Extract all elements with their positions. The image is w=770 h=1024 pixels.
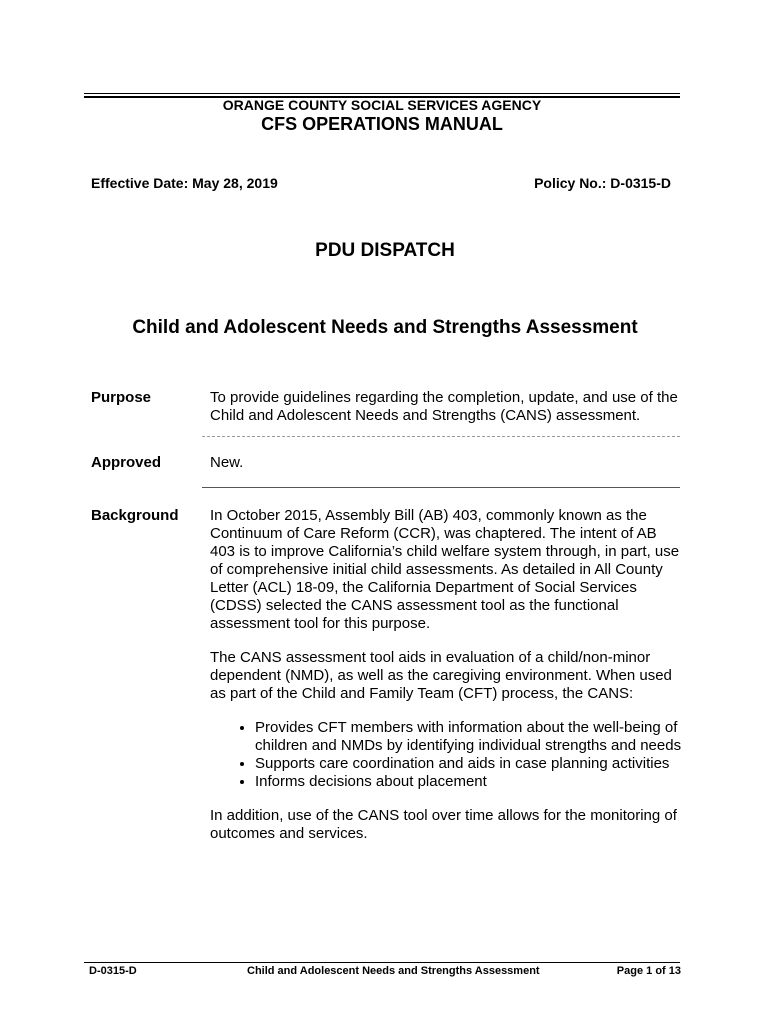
footer-policy-number: D-0315-D bbox=[89, 965, 137, 977]
footer-rule bbox=[84, 962, 680, 963]
page-subtitle: Child and Adolescent Needs and Strengths Assessment bbox=[132, 317, 638, 338]
approved-text: New. bbox=[210, 454, 244, 471]
list-item: • Provides CFT members with information about the well-being of children and NMDs by identifying individual strengths and needs bbox=[255, 719, 685, 755]
effective-date: Effective Date: May 28, 2019 bbox=[91, 175, 278, 191]
page-title: PDU DISPATCH bbox=[315, 240, 455, 261]
header-rule-thin bbox=[84, 93, 680, 94]
footer-title: Child and Adolescent Needs and Strengths Assessment bbox=[247, 965, 540, 977]
background-paragraph-3: In addition, use of the CANS tool over time allows for the monitoring of outcomes and services. bbox=[210, 807, 677, 842]
footer-page-number: Page 1 of 13 bbox=[616, 965, 681, 977]
list-item: • Informs decisions about placement bbox=[255, 773, 685, 791]
agency-name: ORANGE COUNTY SOCIAL SERVICES AGENCY bbox=[222, 97, 542, 113]
purpose-label: Purpose bbox=[91, 389, 152, 406]
background-paragraph-2: The CANS assessment tool aids in evaluation of a child/non-minor dependent (NMD), as well as the caregiving environment. When used as part of the Child and Family Team (CFT) process, the CANS: bbox=[210, 649, 672, 702]
approved-separator bbox=[202, 487, 680, 488]
approved-label: Approved bbox=[91, 454, 162, 471]
background-paragraph-1: In October 2015, Assembly Bill (AB) 403, commonly known as the Continuum of Care Reform (CCR), was chaptered. The intent of AB 403 is to improve California’s child welfare system through, in part, use of comprehensive initial child assessments. As detailed in All County Letter (ACL) 18-09, the California Department of Social Services (CDSS) selected the CANS assessment tool as the functional assessment tool for this purpose. bbox=[210, 507, 680, 632]
background-section bbox=[210, 507, 685, 859]
background-label: Background bbox=[91, 507, 179, 524]
purpose-text: To provide guidelines regarding the completion, update, and use of the Child and Adolescent Needs and Strengths (CANS) assessment. bbox=[210, 389, 678, 424]
manual-title: CFS OPERATIONS MANUAL bbox=[261, 114, 503, 134]
purpose-separator bbox=[202, 436, 680, 437]
policy-number: Policy No.: D-0315-D bbox=[534, 175, 671, 191]
cans-benefits-list bbox=[210, 719, 685, 791]
list-item: • Supports care coordination and aids in case planning activities bbox=[255, 755, 685, 773]
